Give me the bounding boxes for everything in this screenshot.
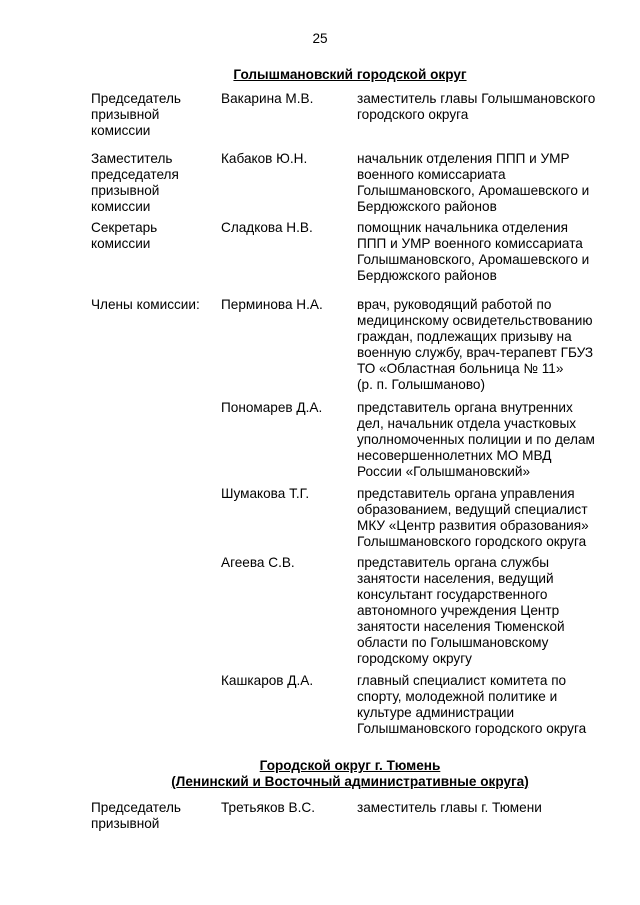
- position-line: спорту, молодежной политике и: [357, 689, 558, 704]
- role-line: призывной: [91, 183, 160, 198]
- position-cell: [357, 91, 607, 123]
- position-cell: [357, 673, 607, 737]
- position-line: ТО «Областная больница № 11»: [357, 361, 564, 376]
- position-line: городскому округу: [357, 651, 472, 666]
- position-line: МКУ «Центр развития образования»: [357, 518, 589, 533]
- position-line: ППП и УМР военного комиссариата: [357, 236, 583, 251]
- position-line: Голышмановского, Аромашевского и: [357, 183, 590, 198]
- position-cell: [357, 151, 607, 215]
- position-line: культуре администрации: [357, 705, 515, 720]
- position-line: области по Голышмановскому: [357, 635, 549, 650]
- position-line: представитель органа службы: [357, 555, 549, 570]
- position-line: Голышмановского городского округа: [357, 534, 587, 549]
- member-name: Шумакова Т.Г.: [221, 486, 310, 501]
- position-cell: [357, 800, 607, 816]
- page-number: 25: [312, 31, 328, 46]
- position-cell: [357, 297, 607, 393]
- position-line: заместитель главы г. Тюмени: [357, 800, 542, 815]
- position-line: Голышмановского городского округа: [357, 721, 587, 736]
- position-line: Голышмановского, Аромашевского и: [357, 252, 590, 267]
- position-line: военную службу, врач-терапевт ГБУЗ: [357, 345, 594, 360]
- position-line: несовершеннолетних МО МВД: [357, 448, 552, 463]
- position-line: военного комиссариата: [357, 167, 506, 182]
- position-line: образованием, ведущий специалист: [357, 502, 588, 517]
- member-name: Кашкаров Д.А.: [221, 673, 314, 688]
- role-line: Председатель: [91, 800, 181, 815]
- position-line: консультант государственного: [357, 587, 548, 602]
- role-cell: [91, 151, 216, 215]
- position-line: помощник начальника отделения: [357, 220, 568, 235]
- position-line: автономного учреждения Центр: [357, 603, 560, 618]
- role-cell: [91, 800, 216, 832]
- position-line: занятости населения, ведущий: [357, 571, 554, 586]
- role-line: Председатель: [91, 91, 181, 106]
- role-line: комиссии: [91, 236, 151, 251]
- position-cell: [357, 555, 607, 667]
- position-cell: [357, 220, 607, 284]
- position-line: городского округа: [357, 107, 469, 122]
- section-title-golyshmanovo: Голышмановский городской округ: [233, 67, 467, 82]
- position-line: представитель органа внутренних: [357, 400, 573, 415]
- role-line: Секретарь: [91, 220, 158, 235]
- position-cell: [357, 400, 607, 480]
- position-line: Бердюжского районов: [357, 199, 497, 214]
- member-name: Третьяков В.С.: [221, 800, 315, 815]
- position-line: начальник отделения ППП и УМР: [357, 151, 570, 166]
- position-line: Бердюжского районов: [357, 268, 497, 283]
- role-line: комиссии: [91, 123, 151, 138]
- position-line: заместитель главы Голышмановского: [357, 91, 596, 106]
- role-line: призывной: [91, 107, 160, 122]
- role-cell: [91, 91, 216, 139]
- position-line: главный специалист комитета по: [357, 673, 567, 688]
- role-cell: [91, 220, 216, 252]
- member-name: Вакарина М.В.: [221, 91, 314, 106]
- role-line: председателя: [91, 167, 179, 182]
- member-name: Кабаков Ю.Н.: [221, 151, 308, 166]
- position-line: России «Голышмановский»: [357, 464, 531, 479]
- role-line: Члены комиссии:: [91, 297, 200, 312]
- position-line: врач, руководящий работой по: [357, 297, 552, 312]
- position-line: дел, начальник отдела участковых: [357, 416, 577, 431]
- section-subtitle-tyumen: (Ленинский и Восточный административные округа): [171, 774, 529, 789]
- member-name: Пономарев Д.А.: [221, 400, 323, 415]
- position-cell: [357, 486, 607, 550]
- role-line: комиссии: [91, 199, 151, 214]
- member-name: Перминова Н.А.: [221, 297, 323, 312]
- role-line: Заместитель: [91, 151, 173, 166]
- role-line: призывной: [91, 816, 160, 831]
- member-name: Сладкова Н.В.: [221, 220, 313, 235]
- position-line: (р. п. Голышманово): [357, 377, 486, 392]
- member-name: Агеева С.В.: [221, 555, 295, 570]
- position-line: граждан, подлежащих призыву на: [357, 329, 572, 344]
- section-title-tyumen: Городской округ г. Тюмень: [259, 758, 441, 773]
- position-line: занятости населения Тюменской: [357, 619, 565, 634]
- position-line: представитель органа управления: [357, 486, 575, 501]
- role-cell: [91, 297, 216, 313]
- position-line: медицинскому освидетельствованию: [357, 313, 593, 328]
- position-line: уполномоченных полиции и по делам: [357, 432, 595, 447]
